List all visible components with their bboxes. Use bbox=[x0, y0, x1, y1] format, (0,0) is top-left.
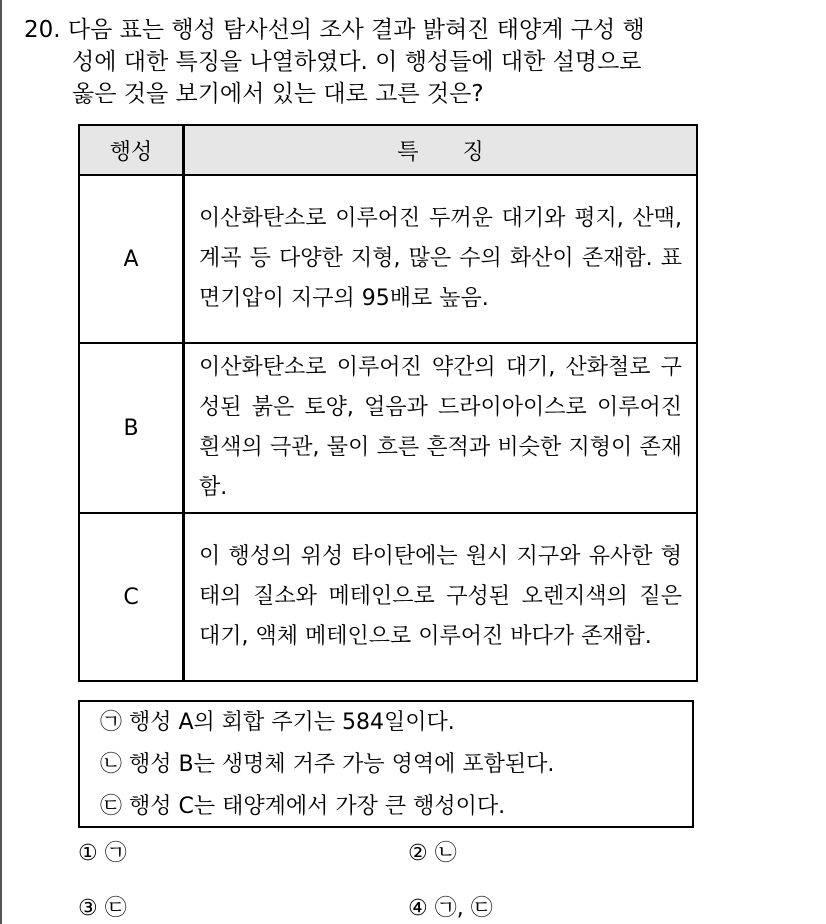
table-header bbox=[79, 125, 697, 175]
table-row bbox=[79, 343, 697, 513]
planet-label: A bbox=[79, 175, 184, 343]
option-2[interactable]: ② ㉡ bbox=[408, 841, 457, 866]
question-line-1 bbox=[24, 14, 645, 46]
question-number: 20. bbox=[24, 17, 61, 43]
option-3[interactable]: ③ ㉢ bbox=[78, 896, 127, 921]
option-4[interactable]: ④ ㉠, ㉢ bbox=[408, 896, 493, 921]
statement-2: ㉡ 행성 B는 생명체 거주 가능 영역에 포함된다. bbox=[100, 752, 555, 777]
statement-3: ㉢ 행성 C는 태양계에서 가장 큰 행성이다. bbox=[100, 794, 506, 819]
table-row bbox=[79, 175, 697, 343]
planet-table bbox=[78, 124, 698, 682]
header-planet: 행성 bbox=[79, 125, 184, 175]
statement-1: ㉠ 행성 A의 회합 주기는 584일이다. bbox=[100, 710, 455, 735]
option-1[interactable]: ① ㉠ bbox=[78, 841, 127, 866]
planet-feature: 이 행성의 위성 타이탄에는 원시 지구와 유사한 형태의 질소와 메테인으로 구성된 오렌지색의 짙은 대기, 액체 메테인으로 이루어진 바다가 존재함. bbox=[184, 513, 698, 681]
planet-label: C bbox=[79, 513, 184, 681]
planet-label: B bbox=[79, 343, 184, 513]
planet-feature: 이산화탄소로 이루어진 두꺼운 대기와 평지, 산맥, 계곡 등 다양한 지형, 많은 수의 화산이 존재함. 표면기압이 지구의 95배로 높음. bbox=[184, 175, 698, 343]
planet-feature: 이산화탄소로 이루어진 약간의 대기, 산화철로 구성된 붉은 토양, 얼음과 드라이아이스로 이루어진 흰색의 극관, 물이 흐른 흔적과 비슷한 지형이 존재함. bbox=[184, 343, 698, 513]
question-stem bbox=[24, 14, 645, 110]
table-row bbox=[79, 513, 697, 681]
statements-box bbox=[78, 700, 694, 828]
question-line-3: 옳은 것을 보기에서 있는 대로 고른 것은? bbox=[72, 81, 484, 107]
page-border bbox=[0, 0, 2, 924]
header-feature: 특 징 bbox=[184, 125, 698, 175]
question-text: 다음 표는 행성 탐사선의 조사 결과 밝혀진 태양계 구성 행 bbox=[67, 17, 645, 43]
question-line-2: 성에 대한 특징을 나열하였다. 이 행성들에 대한 설명으로 bbox=[72, 49, 642, 75]
